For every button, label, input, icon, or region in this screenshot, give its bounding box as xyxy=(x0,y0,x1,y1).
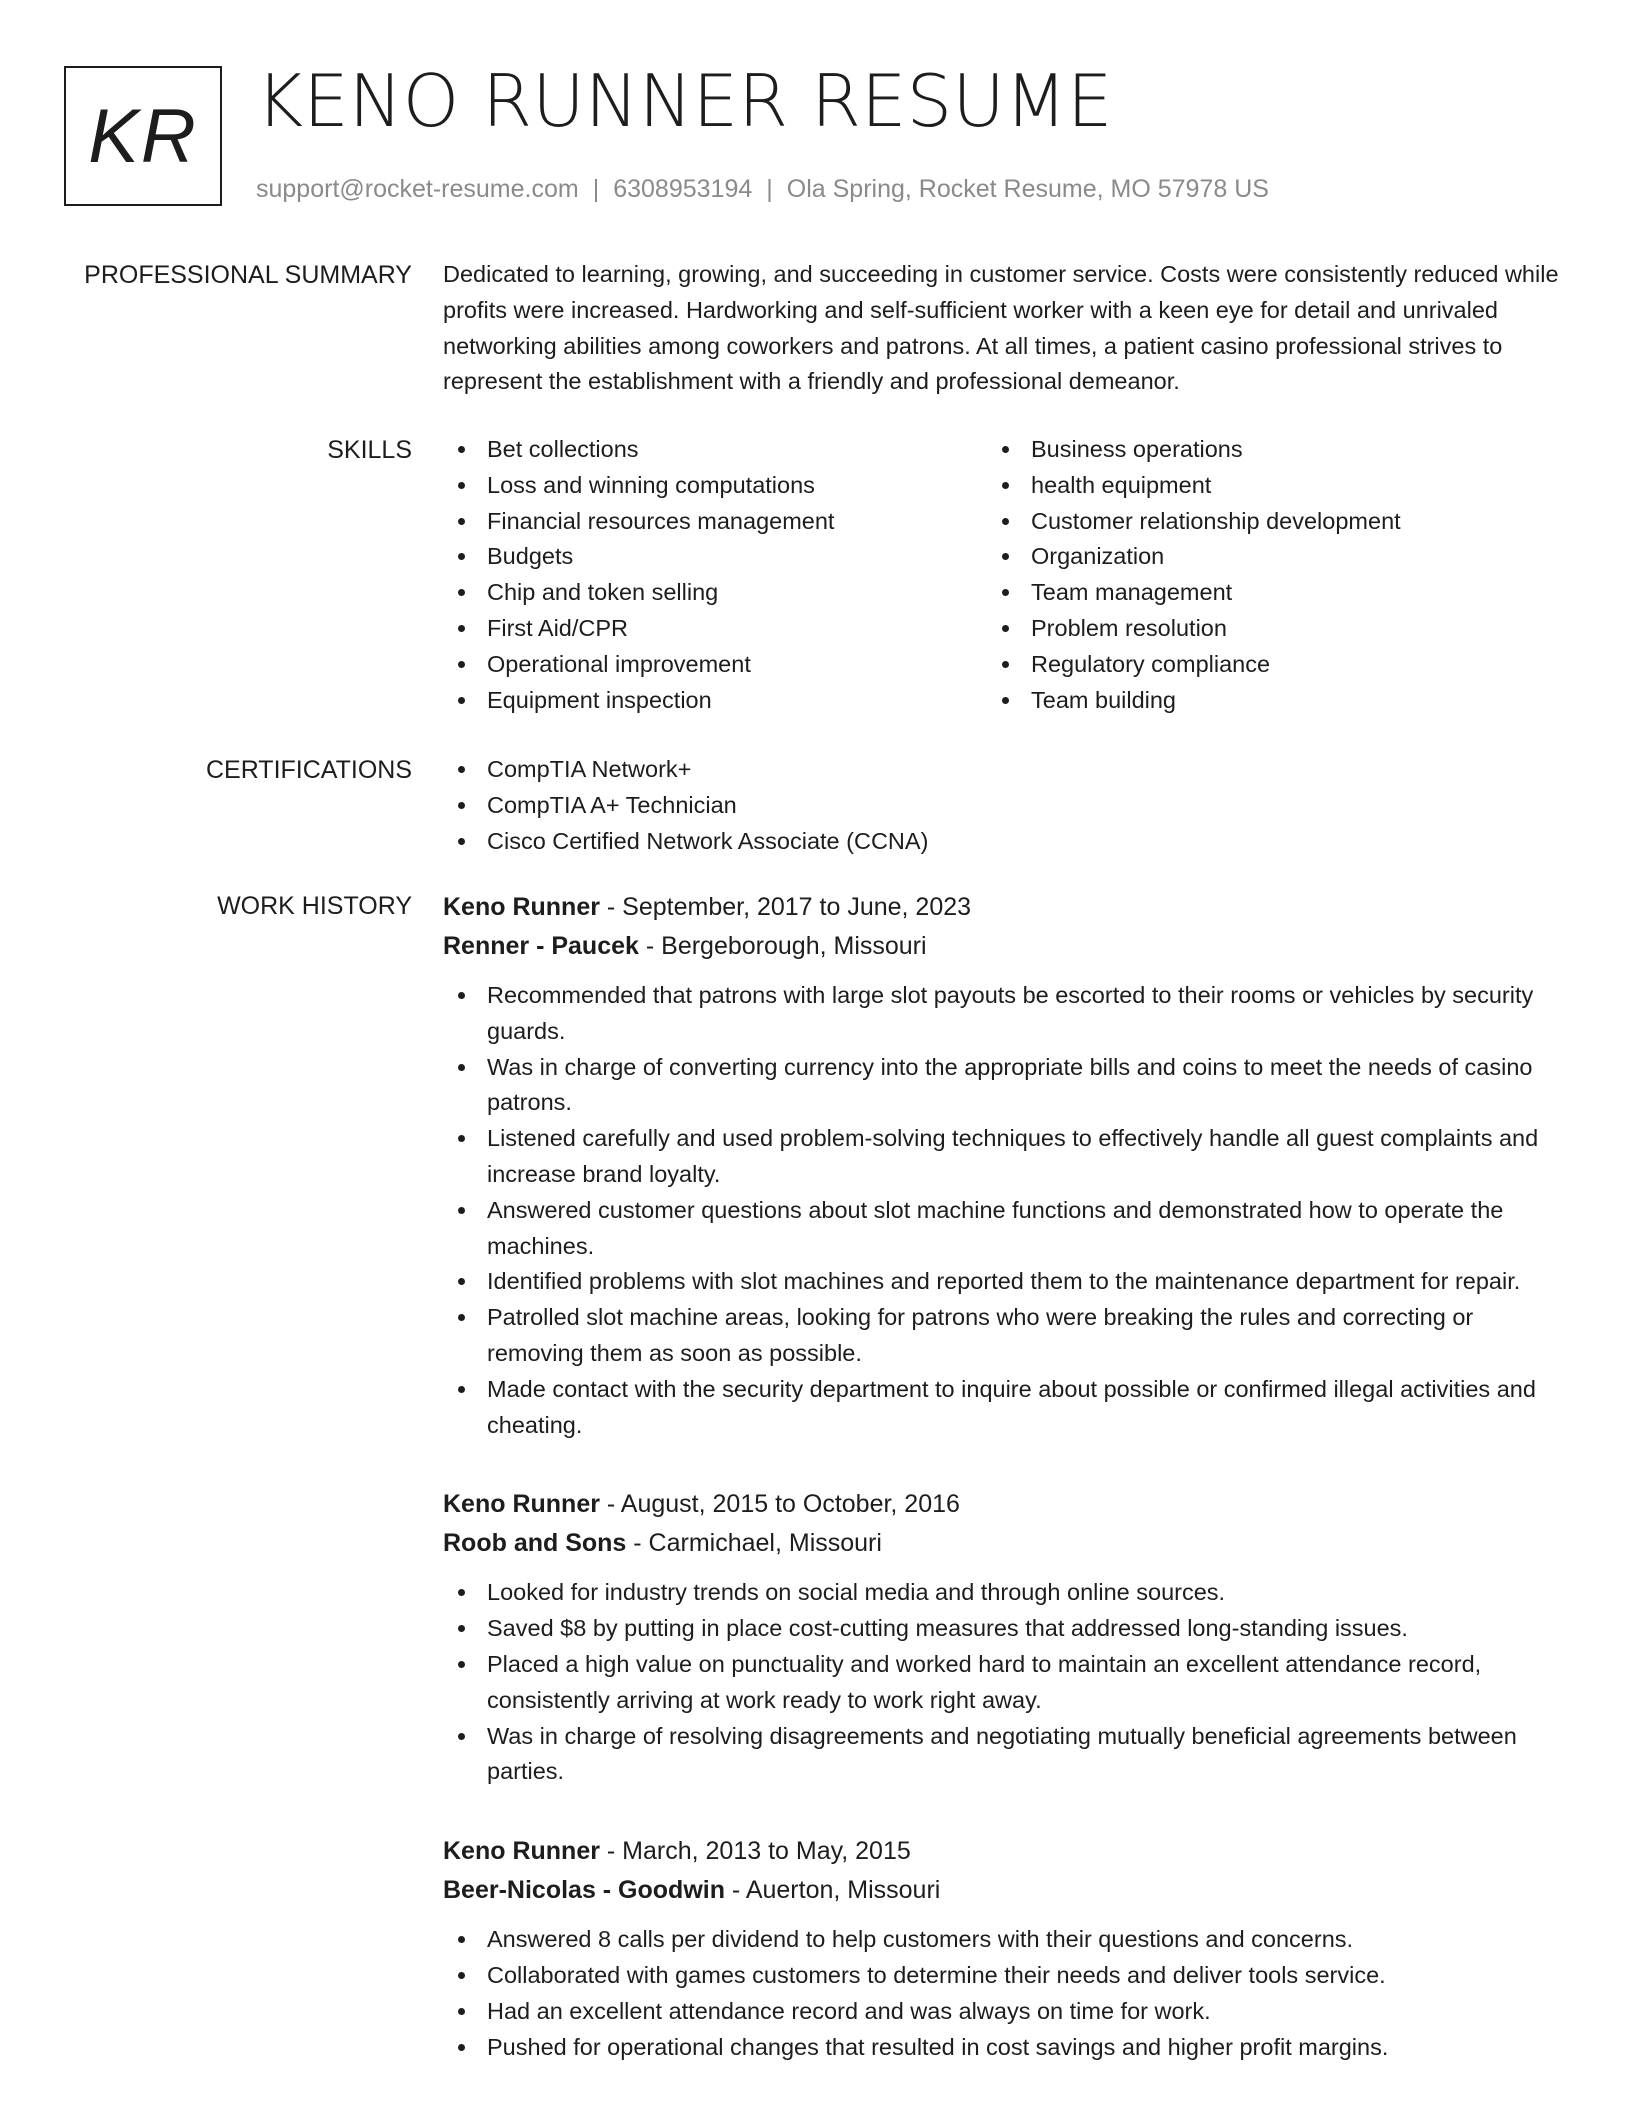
job-company: Renner - Paucek xyxy=(443,932,639,960)
contact-separator: | xyxy=(592,175,600,203)
contact-address: Ola Spring, Rocket Resume, MO 57978 US xyxy=(786,175,1269,203)
skill-item: Loss and winning computations xyxy=(443,468,987,504)
job-entry xyxy=(443,1485,1563,1790)
summary-text: Dedicated to learning, growing, and succeeding in customer service. Costs were consistently reduced while profits were increased. Hardworking and self-sufficient worker with a keen eye for detail and unrivaled networking abilities among coworkers and patrons. At all times, a patient casino professional strives to represent the establishment with a friendly and professional demeanor. xyxy=(443,261,1559,395)
skill-item: Bet collections xyxy=(443,432,987,468)
job-title: Keno Runner xyxy=(443,1490,600,1519)
skill-item: Regulatory compliance xyxy=(987,647,1531,683)
certifications-body xyxy=(443,752,1563,859)
job-duty-item: Was in charge of resolving disagreements and negotiating mutually beneficial agreements between parties. xyxy=(443,1719,1563,1791)
certification-item: CompTIA A+ Technician xyxy=(443,788,1563,824)
skill-item: Problem resolution xyxy=(987,611,1531,647)
job-title-line xyxy=(443,1485,1563,1524)
skill-item: Customer relationship development xyxy=(987,504,1531,540)
skill-item: Equipment inspection xyxy=(443,683,987,719)
job-duty-item: Identified problems with slot machines and reported them to the maintenance department for repair. xyxy=(443,1264,1563,1300)
job-location: - Bergeborough, Missouri xyxy=(638,932,927,960)
skills-body xyxy=(443,432,1563,718)
section-heading-certifications: CERTIFICATIONS xyxy=(205,756,412,784)
skill-item: Operational improvement xyxy=(443,647,987,683)
job-company: Beer-Nicolas - Goodwin xyxy=(443,1876,725,1905)
job-company-line xyxy=(443,1524,1563,1563)
job-title-line xyxy=(443,888,1563,927)
job-company: Roob and Sons xyxy=(443,1529,627,1558)
job-duty-item: Answered 8 calls per dividend to help customers with their questions and concerns. xyxy=(443,1922,1563,1958)
job-duty-item: Had an excellent attendance record and was always on time for work. xyxy=(443,1994,1563,2030)
contact-separator: | xyxy=(766,175,773,203)
job-duty-item: Made contact with the security department to inquire about possible or confirmed illegal activities and cheating. xyxy=(443,1372,1563,1444)
job-location: - Auerton, Missouri xyxy=(724,1876,941,1905)
job-duties-list xyxy=(443,978,1563,1443)
skill-item: First Aid/CPR xyxy=(443,611,987,647)
job-entry xyxy=(443,888,1563,1443)
job-dates: - August, 2015 to October, 2016 xyxy=(599,1490,960,1519)
job-duty-item: Looked for industry trends on social media and through online sources. xyxy=(443,1575,1563,1611)
job-duty-item: Saved $8 by putting in place cost-cutting measures that addressed long-standing issues. xyxy=(443,1611,1563,1647)
job-duty-item: Recommended that patrons with large slot payouts be escorted to their rooms or vehicles by security guards. xyxy=(443,978,1563,1050)
work-history-body xyxy=(443,888,1563,2065)
job-location: - Carmichael, Missouri xyxy=(626,1529,882,1558)
job-duty-item: Pushed for operational changes that resulted in cost savings and higher profit margins. xyxy=(443,2030,1563,2066)
job-duty-item: Placed a high value on punctuality and worked hard to maintain an excellent attendance record, consistently arriving at work ready to work right away. xyxy=(443,1647,1563,1719)
skill-item: Business operations xyxy=(987,432,1531,468)
job-title: Keno Runner xyxy=(443,893,600,921)
job-dates: - September, 2017 to June, 2023 xyxy=(599,893,972,921)
certification-item: CompTIA Network+ xyxy=(443,752,1563,788)
skill-item: Budgets xyxy=(443,539,987,575)
resume-title: KENO RUNNER RESUME xyxy=(256,59,1113,143)
skills-list-left xyxy=(443,432,987,718)
section-heading-summary: PROFESSIONAL SUMMARY xyxy=(84,261,412,289)
job-dates: - March, 2013 to May, 2015 xyxy=(599,1837,911,1866)
job-title-line xyxy=(443,1832,1563,1871)
skill-item: Financial resources management xyxy=(443,504,987,540)
skill-item: health equipment xyxy=(987,468,1531,504)
initials-monogram: KR xyxy=(64,66,222,206)
certification-item: Cisco Certified Network Associate (CCNA) xyxy=(443,824,1563,860)
contact-email: support@rocket-resume.com xyxy=(256,175,579,203)
job-duties-list xyxy=(443,1575,1563,1790)
skills-list-right xyxy=(987,432,1531,718)
section-heading-skills: SKILLS xyxy=(327,436,412,464)
job-company-line xyxy=(443,927,1563,966)
contact-phone: 6308953194 xyxy=(613,175,753,203)
section-heading-work-history: WORK HISTORY xyxy=(217,892,412,920)
skills-grid xyxy=(443,432,1563,718)
skill-item: Organization xyxy=(987,539,1531,575)
job-duty-item: Answered customer questions about slot machine functions and demonstrated how to operate the machines. xyxy=(443,1193,1563,1265)
job-company-line xyxy=(443,1871,1563,1910)
job-duty-item: Listened carefully and used problem-solving techniques to effectively handle all guest complaints and increase brand loyalty. xyxy=(443,1121,1563,1193)
contact-line xyxy=(256,174,1269,204)
job-duty-item: Was in charge of converting currency into the appropriate bills and coins to meet the needs of casino patrons. xyxy=(443,1050,1563,1122)
job-entry xyxy=(443,1832,1563,2065)
summary-body xyxy=(443,257,1563,400)
job-title: Keno Runner xyxy=(443,1837,600,1866)
skill-item: Team management xyxy=(987,575,1531,611)
skill-item: Team building xyxy=(987,683,1531,719)
skill-item: Chip and token selling xyxy=(443,575,987,611)
job-duty-item: Collaborated with games customers to determine their needs and deliver tools service. xyxy=(443,1958,1563,1994)
job-duty-item: Patrolled slot machine areas, looking for patrons who were breaking the rules and correcting or removing them as soon as possible. xyxy=(443,1300,1563,1372)
job-duties-list xyxy=(443,1922,1563,2065)
certifications-list xyxy=(443,752,1563,859)
